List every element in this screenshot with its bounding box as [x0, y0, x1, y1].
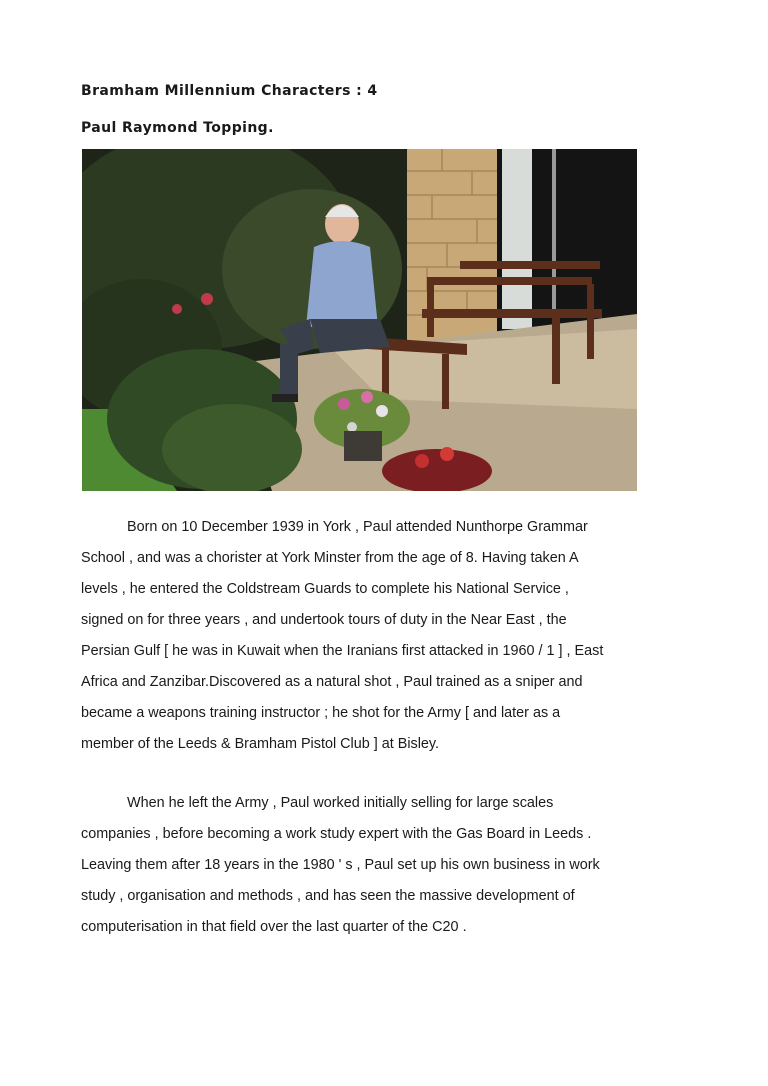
- paragraph-line: computerisation in that field over the last quarter of the C20 .: [81, 919, 467, 935]
- series-title: Bramham Millennium Characters : 4: [81, 83, 378, 99]
- paragraph-line: Leaving them after 18 years in the 1980 ' s , Paul set up his own business in work: [81, 857, 600, 873]
- paragraph-line: signed on for three years , and undertook tours of duty in the Near East , the: [81, 612, 567, 628]
- paragraph-line: School , and was a chorister at York Minster from the age of 8. Having taken A: [81, 550, 579, 566]
- biography-paragraph-1: [81, 512, 651, 760]
- biography-paragraph-2: [81, 788, 651, 943]
- paragraph-line: became a weapons training instructor ; he shot for the Army [ and later as a: [81, 705, 561, 721]
- paragraph-line: study , organisation and methods , and has seen the massive development of: [81, 888, 575, 904]
- paragraph-line: levels , he entered the Coldstream Guards to complete his National Service ,: [81, 581, 569, 597]
- portrait-photo: [82, 149, 637, 491]
- paragraph-line: Africa and Zanzibar.Discovered as a natural shot , Paul trained as a sniper and: [81, 674, 583, 690]
- paragraph-line: companies , before becoming a work study expert with the Gas Board in Leeds .: [81, 826, 592, 842]
- paragraph-line: Born on 10 December 1939 in York , Paul attended Nunthorpe Grammar: [127, 519, 588, 535]
- paragraph-line: Persian Gulf [ he was in Kuwait when the Iranians first attacked in 1960 / 1 ] , East: [81, 643, 604, 659]
- paragraph-line: When he left the Army , Paul worked initially selling for large scales: [127, 795, 554, 811]
- person-name: Paul Raymond Topping.: [81, 120, 274, 136]
- paragraph-line: member of the Leeds & Bramham Pistol Club ] at Bisley.: [81, 736, 440, 752]
